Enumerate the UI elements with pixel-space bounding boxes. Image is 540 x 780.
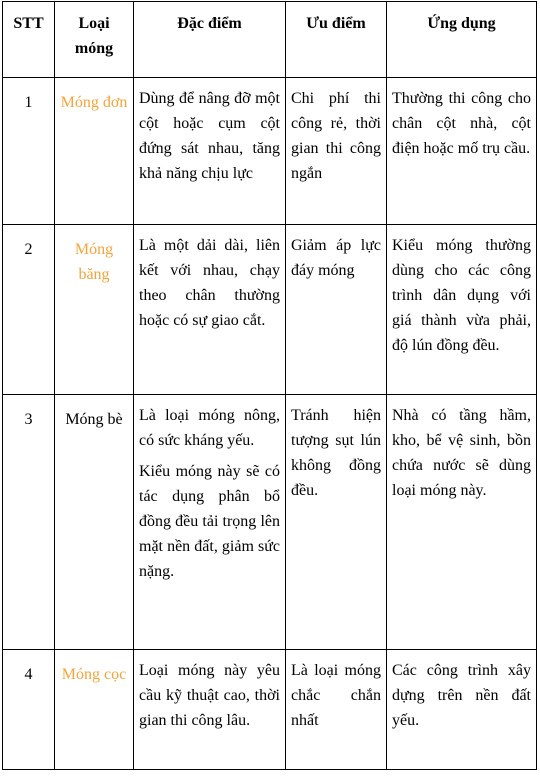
row-stt: 1 xyxy=(3,78,55,225)
table-row xyxy=(3,395,537,650)
row-applications: Các công trình xây dựng trên nền đất yếu. xyxy=(387,650,537,770)
features-paragraph: Là một dải dài, liên kết với nhau, chạy theo chân thường hoặc có sự giao cắt. xyxy=(139,237,280,329)
row-foundation-type: Móng đơn xyxy=(55,78,134,225)
row-foundation-type: Móng băng xyxy=(55,225,134,395)
row-stt: 3 xyxy=(3,395,55,650)
row-foundation-type: Móng cọc xyxy=(55,650,134,770)
header-advantages: Ưu điểm xyxy=(286,2,387,78)
row-features xyxy=(134,78,286,225)
table-header-row xyxy=(3,2,537,78)
row-advantages: Tránh hiện tượng sụt lún không đồng đều. xyxy=(286,395,387,650)
header-type: Loại móng xyxy=(55,2,134,78)
row-applications: Kiểu móng thường dùng cho các công trình dân dụng với giá thành vừa phải, độ lún đồng đều. xyxy=(387,225,537,395)
row-applications: Nhà có tầng hầm, kho, bể vệ sinh, bồn chứa nước sẽ dùng loại móng này. xyxy=(387,395,537,650)
foundation-comparison-table xyxy=(2,1,537,770)
table-row xyxy=(3,78,537,225)
row-advantages: Là loại móng chắc chắn nhất xyxy=(286,650,387,770)
row-applications: Thường thi công cho chân cột nhà, cột điện hoặc mố trụ cầu. xyxy=(387,78,537,225)
row-advantages: Chi phí thi công rẻ, thời gian thi công ngắn xyxy=(286,78,387,225)
features-paragraph: Là loại móng nông, có sức kháng yếu. xyxy=(139,407,280,449)
row-foundation-type: Móng bè xyxy=(55,395,134,650)
features-paragraph: Kiểu móng này sẽ có tác dụng phân bổ đồng đều tải trọng lên mặt nền đất, giảm sức nặng. xyxy=(139,463,280,580)
row-features xyxy=(134,225,286,395)
row-features xyxy=(134,650,286,770)
features-paragraph: Dùng để nâng đỡ một cột hoặc cụm cột đứng sát nhau, tăng khả năng chịu lực xyxy=(139,90,280,182)
row-advantages: Giảm áp lực đáy móng xyxy=(286,225,387,395)
features-paragraph: Loại móng này yêu cầu kỹ thuật cao, thời gian thi công lâu. xyxy=(139,662,280,729)
row-features xyxy=(134,395,286,650)
header-features: Đặc điểm xyxy=(134,2,286,78)
table-row xyxy=(3,650,537,770)
row-stt: 4 xyxy=(3,650,55,770)
row-stt: 2 xyxy=(3,225,55,395)
header-stt: STT xyxy=(3,2,55,78)
table-row xyxy=(3,225,537,395)
header-applications: Ứng dụng xyxy=(387,2,537,78)
